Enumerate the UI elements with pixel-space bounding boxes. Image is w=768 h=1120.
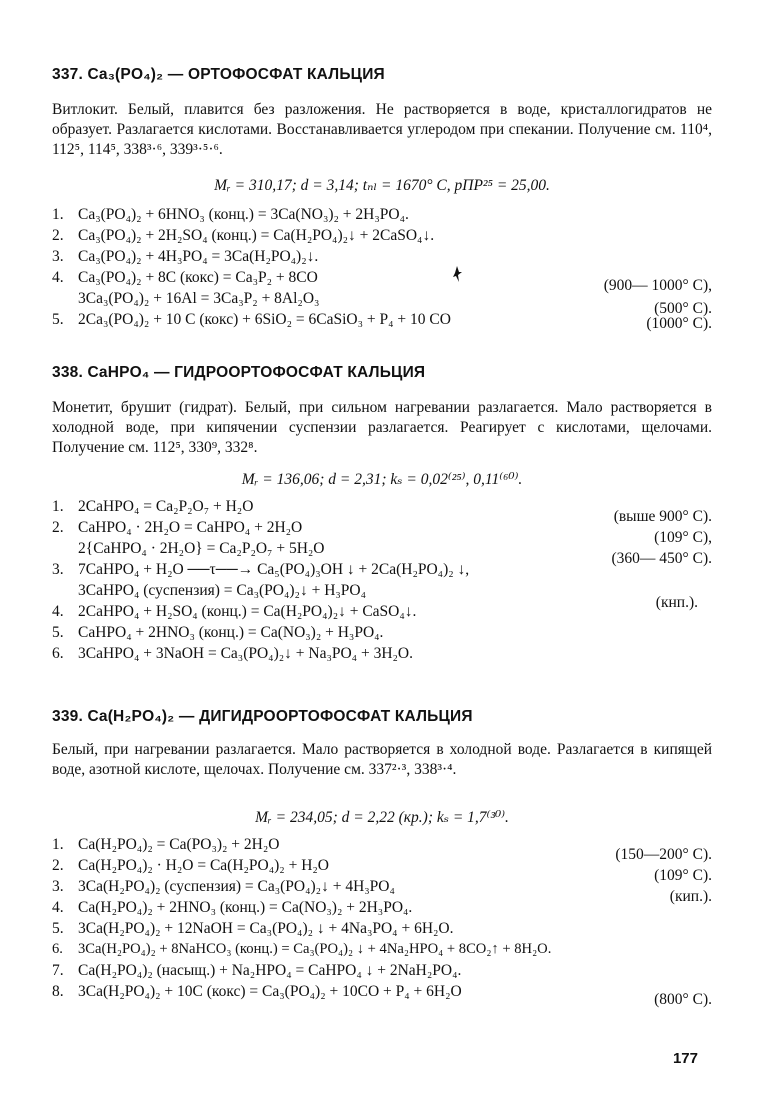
reaction-row xyxy=(52,645,712,666)
section-338-desc-text: Монетит, брушит (гидрат). Белый, при сильном нагревании разлагается. Мало растворяется в холодной воде, при кипячении суспензии разлагается. Реагирует с кислотами, щелочами. Получение см. 112⁵, 330⁹, 332⁸. xyxy=(52,399,712,456)
reaction-row xyxy=(52,582,712,611)
reaction-equation: CaHPO₄ · 2H₂O = CaHPO₄ + 2H₂O xyxy=(78,519,303,536)
reaction-number: 5. xyxy=(52,920,64,937)
reaction-condition: (500° С). xyxy=(654,300,712,317)
section-339 xyxy=(52,708,712,726)
section-337-reactions xyxy=(52,206,712,332)
reaction-row xyxy=(52,206,712,227)
reaction-equation: 3Ca(H₂PO₄)₂ + 10C (кокс) = Ca₃(PO₄)₂ + 10CO + P₄ + 6H₂O xyxy=(78,983,462,1000)
section-338-props-text: Mᵣ = 136,06; d = 2,31; kₛ = 0,02⁽²⁵⁾, 0,11⁽⁶⁰⁾. xyxy=(241,471,523,488)
section-337 xyxy=(52,66,712,84)
reaction-row xyxy=(52,269,712,294)
reaction-equation: 2Ca₃(PO₄)₂ + 10 C (кокс) + 6SiO₂ = 6CaSiO₃ + P₄ + 10 CO xyxy=(78,311,451,328)
reaction-row xyxy=(52,624,712,645)
reaction-number: 5. xyxy=(52,624,64,641)
reaction-row xyxy=(52,941,712,962)
reaction-condition: (109° С), xyxy=(654,529,712,546)
reaction-row xyxy=(52,248,712,269)
reaction-condition: (900— 1000° С), xyxy=(603,277,712,294)
reaction-equation: 2{CaHPO₄ · 2H₂O} = Ca₂P₂O₇ + 5H₂O xyxy=(78,540,325,557)
reaction-number: 4. xyxy=(52,269,64,286)
reaction-condition: (109° С). xyxy=(654,867,712,884)
reaction-equation: Ca₃(PO₄)₂ + 4H₃PO₄ = 3Ca(H₂PO₄)₂↓. xyxy=(78,248,319,265)
section-339-props-text: Mᵣ = 234,05; d = 2,22 (кр.); kₛ = 1,7⁽³⁰⁾. xyxy=(255,809,509,826)
reaction-row xyxy=(52,920,712,941)
reaction-number: 3. xyxy=(52,878,64,895)
reaction-number: 1. xyxy=(52,206,64,223)
section-339-desc-text: Белый, при нагревании разлагается. Мало растворяется в холодной воде. Разлагается в кипящей воде, азотной кислоте, щелочах. Получение см. 337²·³, 338³·⁴. xyxy=(52,741,712,778)
reaction-equation: CaHPO₄ + 2HNO₃ (конц.) = Ca(NO₃)₂ + H₃PO₄. xyxy=(78,624,384,641)
page-number: 177 xyxy=(672,1050,698,1067)
reaction-row xyxy=(52,962,712,983)
reaction-number: 2. xyxy=(52,227,64,244)
reaction-row xyxy=(52,983,712,1008)
section-337-desc-text: Витлокит. Белый, плавится без разложения. Не растворяется в воде, кристаллогидратов не образует. Разлагается кислотами. Восстанавливается углеродом при спекании. Получение см. 110⁴, 112⁵, 114⁵, 338³·⁶, 339³·⁵·⁶. xyxy=(52,101,712,158)
reaction-number: 8. xyxy=(52,983,64,1000)
reaction-number: 3. xyxy=(52,248,64,265)
reaction-number: 6. xyxy=(52,645,64,662)
reaction-number: 4. xyxy=(52,603,64,620)
reaction-row xyxy=(52,836,712,863)
section-338-description xyxy=(52,398,712,458)
reaction-row xyxy=(52,498,712,525)
reaction-equation: 3Ca(H₂PO₄)₂ + 8NaHCO₃ (конц.) = Ca₃(PO₄)₂ ↓ + 4Na₂HPO₄ + 8CO₂↑ + 8H₂O. xyxy=(78,941,552,957)
section-338-heading: 338. CaHPO₄ — ГИДРООРТОФОСФАТ КАЛЬЦИЯ xyxy=(52,364,426,381)
reaction-equation: 3CaHPO₄ + 3NaOH = Ca₃(PO₄)₂↓ + Na₃PO₄ + 3H₂O. xyxy=(78,645,413,662)
reaction-row xyxy=(52,878,712,905)
reaction-number: 4. xyxy=(52,899,64,916)
reaction-row xyxy=(52,227,712,248)
reaction-condition: (1000° С). xyxy=(646,315,712,332)
reaction-equation: 2CaHPO₄ + H₂SO₄ (конц.) = Ca(H₂PO₄)₂↓ + CaSO₄↓. xyxy=(78,603,417,620)
reaction-number: 7. xyxy=(52,962,64,979)
section-338-properties xyxy=(52,470,712,489)
section-339-heading: 339. Ca(H₂PO₄)₂ — ДИГИДРООРТОФОСФАТ КАЛЬЦИЯ xyxy=(52,708,473,725)
reaction-row xyxy=(52,857,712,884)
ink-mark-icon xyxy=(452,266,462,282)
reaction-equation: Ca(H₂PO₄)₂ = Ca(PO₃)₂ + 2H₂O xyxy=(78,836,280,853)
reaction-equation: 3CaHPO₄ (суспензия) = Ca₃(PO₄)₂↓ + H₃PO₄ xyxy=(78,582,367,599)
reaction-equation: Ca(H₂PO₄)₂ · H₂O = Ca(H₂PO₄)₂ + H₂O xyxy=(78,857,329,874)
reaction-row xyxy=(52,899,712,920)
reaction-condition: (кнп.). xyxy=(655,594,698,611)
section-337-props-text: Mᵣ = 310,17; d = 3,14; tₙₗ = 1670° С, рПР²⁵ = 25,00. xyxy=(214,177,550,194)
reaction-number: 2. xyxy=(52,857,64,874)
section-338-reactions xyxy=(52,498,712,666)
reaction-row xyxy=(52,290,712,317)
reaction-condition: (360— 450° С). xyxy=(611,550,712,567)
reaction-row xyxy=(52,561,712,582)
reaction-number: 2. xyxy=(52,519,64,536)
reaction-number: 5. xyxy=(52,311,64,328)
reaction-number: 1. xyxy=(52,836,64,853)
reaction-row xyxy=(52,603,712,624)
reaction-row xyxy=(52,540,712,567)
reaction-number: 6. xyxy=(52,941,63,957)
reaction-number: 1. xyxy=(52,498,64,515)
reaction-equation: 2CaHPO₄ = Ca₂P₂O₇ + H₂O xyxy=(78,498,254,515)
reaction-equation: 7CaHPO₄ + H₂O ──τ──→ Ca₅(PO₄)₃OH ↓ + 2Ca(H₂PO₄)₂ ↓, xyxy=(78,561,470,578)
reaction-equation: 3Ca(H₂PO₄)₂ + 12NaOH = Ca₃(PO₄)₂ ↓ + 4Na₃PO₄ + 6H₂O. xyxy=(78,920,454,937)
reaction-equation: Ca(H₂PO₄)₂ + 2HNO₃ (конц.) = Ca(NO₃)₂ + 2H₃PO₄. xyxy=(78,899,413,916)
section-339-description xyxy=(52,740,712,780)
reaction-equation: 3Ca(H₂PO₄)₂ (суспензия) = Ca₃(PO₄)₂↓ + 4H₃PO₄ xyxy=(78,878,395,895)
reaction-row xyxy=(52,311,712,332)
reaction-condition: (800° С). xyxy=(654,991,712,1008)
section-339-properties xyxy=(52,808,712,827)
reaction-number: 3. xyxy=(52,561,64,578)
reaction-condition: (150—200° С). xyxy=(615,846,712,863)
section-337-properties xyxy=(52,176,712,195)
reaction-equation: 3Ca₃(PO₄)₂ + 16Al = 3Ca₃P₂ + 8Al₂O₃ xyxy=(78,290,320,307)
section-337-description xyxy=(52,100,712,160)
reaction-equation: Ca₃(PO₄)₂ + 6HNO₃ (конц.) = 3Ca(NO₃)₂ + 2H₃PO₄. xyxy=(78,206,409,223)
section-337-heading: 337. Ca₃(PO₄)₂ — ОРТОФОСФАТ КАЛЬЦИЯ xyxy=(52,66,385,83)
reaction-equation: Ca₃(PO₄)₂ + 2H₂SO₄ (конц.) = Ca(H₂PO₄)₂↓ + 2CaSO₄↓. xyxy=(78,227,435,244)
reaction-row xyxy=(52,519,712,546)
reaction-condition: (выше 900° С). xyxy=(613,508,712,525)
section-339-reactions xyxy=(52,836,712,1008)
reaction-condition: (кип.). xyxy=(669,888,712,905)
reaction-equation: Ca₃(PO₄)₂ + 8C (кокс) = Ca₃P₂ + 8CO xyxy=(78,269,318,286)
reaction-equation: Ca(H₂PO₄)₂ (насыщ.) + Na₂HPO₄ = CaHPO₄ ↓ + 2NaH₂PO₄. xyxy=(78,962,462,979)
section-338 xyxy=(52,364,712,382)
